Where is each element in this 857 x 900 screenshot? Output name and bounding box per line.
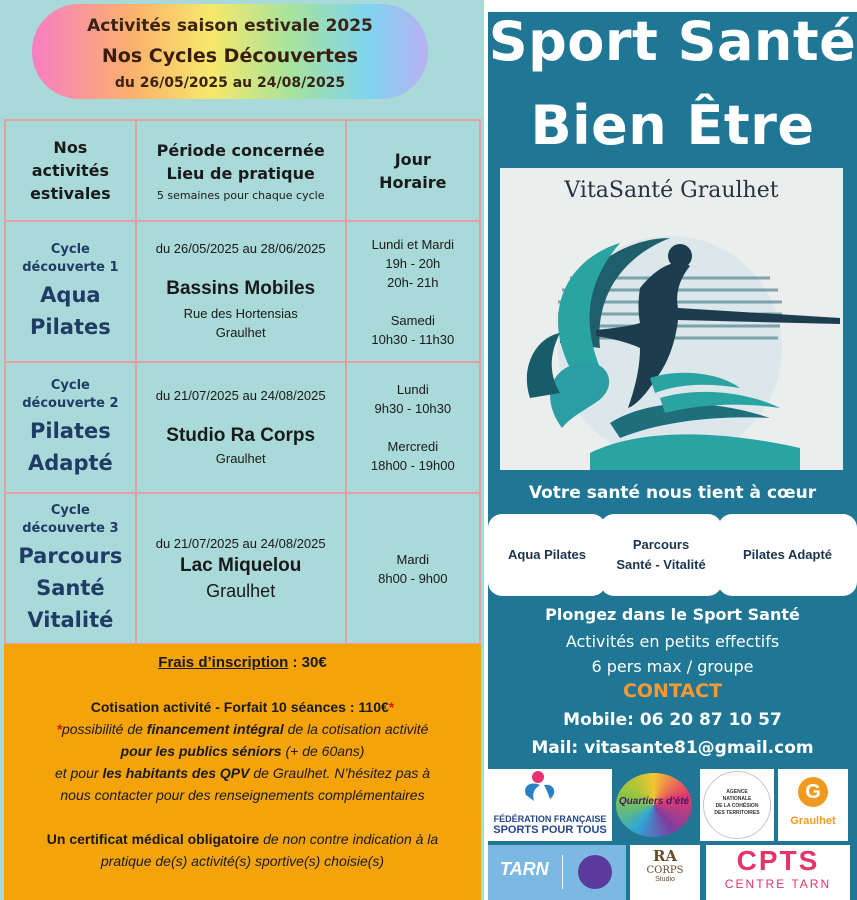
anct-line: NATIONALE [722, 796, 752, 802]
financement-text: possibilité de [61, 721, 147, 737]
header-place-line: Lieu de pratique [166, 164, 315, 183]
period-cell [136, 221, 346, 362]
activity-name: Aqua [40, 282, 101, 307]
period-dates: du 21/07/2025 au 24/08/2025 [155, 535, 326, 551]
cotisation-text: Cotisation activité - Forfait 10 séances : 110€ [90, 699, 389, 715]
anct-line: DE LA COHÉSION [715, 803, 759, 809]
header-activities-line: activités [31, 161, 110, 180]
main-title-line2: Bien Être [530, 94, 815, 157]
table-row [5, 221, 480, 362]
activity-cell [5, 362, 136, 493]
max-group-text: 6 pers max / groupe [591, 657, 754, 676]
place-name: Lac Miquelou [179, 554, 302, 576]
fees-line [4, 652, 481, 674]
activity-cell [5, 493, 136, 644]
place-address: Rue des Hortensias [183, 306, 298, 321]
header-activities-line: Nos [53, 138, 88, 157]
ffst-line1: FÉDÉRATION FRANÇAISE [493, 814, 607, 824]
ra-corps-ra: RA [652, 847, 678, 865]
quartiers-ete-label: Quartiers d'été [618, 796, 690, 807]
main-title-line1: Sport Santé [488, 10, 857, 73]
qpv-emphasis: les habitants des QPV [102, 765, 250, 781]
tarn-emblem-icon [578, 855, 612, 889]
period-cell [136, 362, 346, 493]
certificat-emphasis: Un certificat médical obligatoire [46, 831, 260, 847]
schedule-line: 10h30 - 11h30 [371, 331, 455, 347]
qpv-text: de Graulhet. N’hésitez pas à [249, 765, 431, 781]
cycle-label: Cycle [50, 502, 90, 518]
ra-corps-studio: Studio [655, 876, 675, 883]
season-dates: du 26/05/2025 au 24/08/2025 [114, 75, 346, 91]
table-header-row [5, 120, 480, 221]
schedule-line: Mercredi [387, 439, 439, 454]
schedule-line: 9h30 - 10h30 [374, 401, 452, 416]
header-schedule [346, 120, 480, 221]
cpts-logo [706, 845, 850, 900]
contact-heading: CONTACT [622, 680, 723, 702]
activity-name: Santé [36, 575, 105, 600]
schedule-spacer [347, 292, 479, 311]
swimmer-wave-icon [500, 168, 843, 470]
place-city: Graulhet [215, 325, 266, 340]
schedule-cell [346, 362, 480, 493]
graulhet-label: Graulhet [790, 815, 836, 827]
chip-aqua-pilates: Aqua Pilates [488, 514, 606, 596]
header-period-note: 5 semaines pour chaque cycle [156, 189, 325, 202]
activities-table [4, 119, 481, 645]
financement-text: de la cotisation activité [283, 721, 429, 737]
activity-cell [5, 221, 136, 362]
registration-info [4, 644, 481, 900]
place-city: Graulhet [206, 580, 276, 601]
table-row [5, 362, 480, 493]
season-title: Activités saison estivale 2025 [87, 16, 373, 36]
header-period [136, 120, 346, 221]
certificat-text: de non contre indication à la [259, 831, 439, 847]
period-dates: du 21/07/2025 au 24/08/2025 [155, 387, 326, 403]
graulhet-g-icon: G [798, 777, 828, 807]
certificat-line [4, 828, 481, 850]
ra-corps-corps: CORPS [646, 865, 684, 876]
schedule-line: Lundi [396, 382, 429, 397]
seniors-emphasis: pour les publics séniors [120, 743, 282, 759]
activity-name: Parcours [18, 543, 123, 568]
schedule-line: 8h00 - 9h00 [378, 570, 448, 586]
cotisation-line [4, 696, 481, 718]
schedule-cell [346, 493, 480, 644]
cycle-label: découverte 3 [22, 520, 119, 536]
anct-line: DES TERRITOIRES [714, 810, 760, 816]
seniors-text: (+ de 60ans) [281, 743, 365, 759]
cycles-title: Nos Cycles Découvertes [101, 45, 359, 67]
cpts-subtitle: CENTRE TARN [724, 877, 832, 891]
table-row [5, 493, 480, 644]
seniors-line [4, 740, 481, 762]
place-city: Graulhet [215, 450, 266, 466]
cpts-label: CPTS [736, 845, 820, 876]
ffst-figure-icon [488, 769, 612, 809]
place-name: Bassins Mobiles [166, 278, 316, 299]
contact-us-line: nous contacter pour des renseignements complémentaires [60, 787, 425, 803]
right-panel [488, 12, 857, 900]
header-period-line: Période concernée [156, 141, 325, 160]
schedule-line: Mardi [396, 551, 430, 567]
schedule-line: Lundi et Mardi [371, 236, 454, 252]
schedule-line: Samedi [390, 312, 435, 328]
activity-name: Pilates [30, 314, 111, 339]
schedule-line: 18h00 - 19h00 [370, 458, 455, 473]
ffst-line2: SPORTS POUR TOUS [493, 824, 607, 836]
header-time-line: Horaire [379, 172, 447, 192]
fees-value: : 30€ [288, 654, 327, 671]
schedule-line: 20h- 21h [387, 274, 439, 290]
tarn-label: TARN [500, 859, 549, 879]
effectifs-text: Activités en petits effectifs [565, 632, 780, 651]
header-day-line: Jour [394, 149, 431, 169]
anct-line: AGENCE [726, 789, 748, 795]
financement-emphasis: financement intégral [146, 721, 284, 737]
vitasante-logo [500, 168, 843, 470]
mobile-number: Mobile: 06 20 87 10 57 [563, 710, 782, 730]
header-activities [5, 120, 136, 221]
fees-label: Frais d’inscription [158, 654, 289, 671]
asterisk: * [388, 699, 395, 715]
season-header-banner [32, 4, 428, 99]
qpv-line [4, 762, 481, 784]
logo-title: VitaSanté Graulhet [564, 178, 779, 203]
asterisk: * [56, 721, 62, 737]
cycle-label: Cycle [50, 377, 90, 393]
cycle-label: découverte 1 [22, 259, 119, 275]
chip-parcours: Parcours Santé - Vitalité [600, 514, 722, 596]
ra-corps-logo [630, 845, 700, 900]
cycle-label: Cycle [50, 241, 90, 257]
place-name: Studio Ra Corps [166, 424, 316, 446]
schedule-line: 19h - 20h [385, 255, 441, 271]
activity-name: Adapté [27, 450, 113, 475]
pratique-line: pratique de(s) activité(s) sportive(s) choisie(s) [100, 853, 385, 869]
email-address: Mail: vitasante81@gmail.com [531, 738, 814, 758]
period-cell [136, 493, 346, 644]
qpv-text: et pour [54, 765, 103, 781]
tarn-logo [488, 845, 626, 900]
financement-line [4, 718, 481, 740]
plongez-heading: Plongez dans le Sport Santé [545, 605, 800, 624]
activity-name: Vitalité [27, 607, 114, 632]
header-activities-line: estivales [30, 184, 111, 203]
quartiers-ete-logo [612, 769, 696, 841]
period-dates: du 26/05/2025 au 28/06/2025 [155, 241, 326, 256]
cycle-label: découverte 2 [22, 395, 119, 411]
chip-pilates-adapte: Pilates Adapté [718, 514, 857, 596]
graulhet-logo [778, 769, 848, 841]
activity-name: Pilates [30, 418, 111, 443]
anct-logo [700, 769, 774, 841]
ffst-logo [488, 769, 612, 841]
schedule-spacer [347, 418, 479, 437]
tagline: Votre santé nous tient à cœur [528, 483, 817, 503]
schedule-cell [346, 221, 480, 362]
